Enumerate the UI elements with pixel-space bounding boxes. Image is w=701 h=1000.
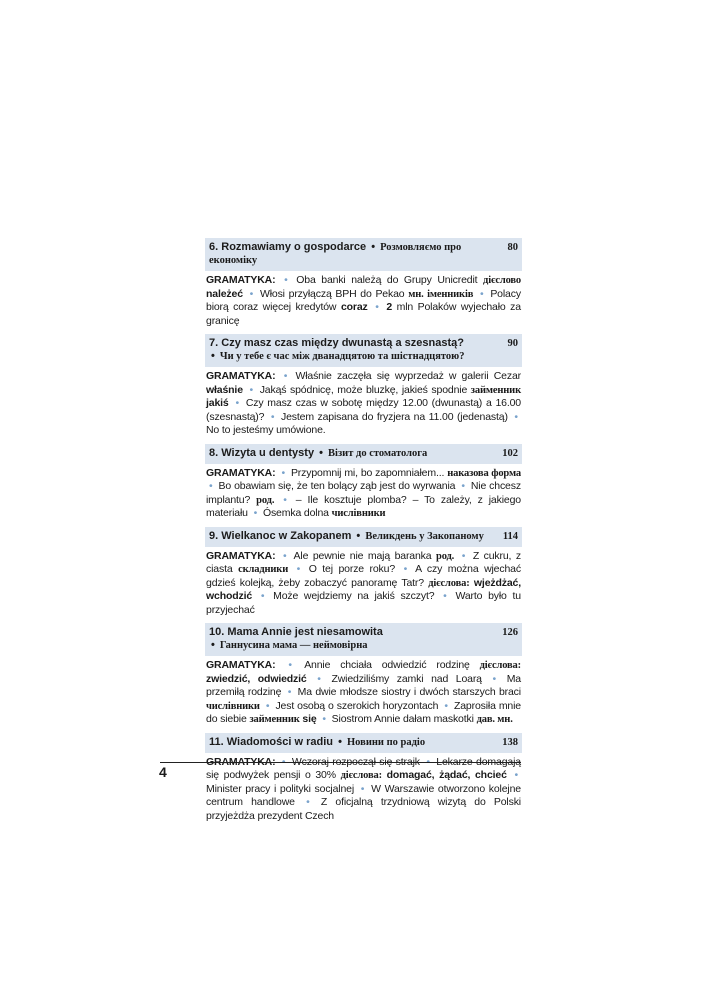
bullet-separator: • [283,370,288,382]
grammar-term: займенник [249,714,300,725]
lesson-page-number: 80 [507,242,518,253]
grammar-term: займенник [470,384,521,396]
example-text: – Ile kosztuje plomba? – To zależy, z jakiego materiału [206,493,521,519]
lesson-page-number: 126 [502,627,518,638]
example-text: Oba banki należą do Grupy Unicredit [296,274,484,286]
bullet-separator: • [443,590,447,602]
grammar-example [309,563,395,575]
grammar-example [332,713,513,725]
lesson-title-pl: Czy masz czas między dwunastą a szesnastą? [221,337,464,349]
example-text: Przypomnij mi, bo zapomniałem... [290,466,448,479]
lesson-title-ua: Розмовляємо про економіку [209,242,462,266]
example-text: Bo obawiam się, że ten bolący ząb jest do wyrwania [218,480,456,492]
grammar-term: складники [238,564,289,575]
example-text: No to jesteśmy umówione. [206,424,326,436]
lesson-number: 6. [209,241,219,253]
grammar-label: GRAMATYKA: [206,549,276,562]
example-text: Właśnie zaczęła się wyprzedaż w galerii Cezar [295,370,521,382]
lesson-number: 10. [209,626,225,638]
lesson-title-pl: Wiadomości w radiu [226,735,334,748]
lesson-header[interactable] [205,733,522,753]
example-text: Polacy biorą coraz więcej kredytów [206,287,521,313]
grammar-term: наказова форма [447,467,521,479]
grammar-term: числівники [206,700,260,712]
bullet-separator: • [235,397,239,409]
lesson-header[interactable] [205,334,522,367]
grammar-example [206,783,354,795]
grammar-keyword: się [302,713,317,725]
bullet-separator: • [209,480,213,492]
grammar-example [260,288,473,300]
lesson-number: 11. [209,735,224,748]
grammar-keyword: jakiś [206,397,229,409]
lesson-page-number: 138 [502,736,518,748]
bullet-separator: • [338,735,342,748]
bullet-separator: • [265,699,270,712]
example-text: Ale pewnie nie mają baranka [293,549,437,562]
bullet-separator: • [288,659,292,671]
bullet-separator: • [375,301,379,313]
lesson-title-ua: Новини по радіо [347,736,426,748]
bullet-separator: • [281,466,285,479]
bullet-separator: • [514,410,518,423]
footer-rule [160,762,521,763]
grammar-summary [205,753,522,824]
bullet-separator: • [317,672,321,685]
lesson-page-number: 90 [507,338,518,349]
grammar-keyword: zwiedzić, odwiedzić [206,672,307,685]
bullet-separator: • [283,549,287,562]
lesson-8 [205,444,522,521]
grammar-keyword: właśnie [206,383,243,396]
lesson-page-number: 114 [502,530,518,542]
bullet-separator: • [211,639,215,651]
grammar-term: род. [436,550,455,562]
example-text: Jest osobą o szerokich horyzontach [275,699,439,712]
grammar-label: GRAMATYKA: [206,466,276,479]
example-text: Z cukru, z ciasta [206,549,521,575]
lesson-header[interactable] [205,444,522,464]
grammar-term: дієслово [483,275,521,286]
table-of-contents [205,238,522,829]
lesson-header[interactable] [205,527,522,547]
lesson-number: 8. [209,446,219,459]
example-text: Może wejdziemy na jakiś szczyt? [273,590,435,602]
lesson-9 [205,527,522,618]
grammar-example [275,700,438,712]
grammar-summary [205,367,522,438]
grammar-keyword: 2 [386,301,393,313]
grammar-example [263,507,385,519]
lesson-title-pl: Rozmawiamy o gospodarce [221,241,367,253]
grammar-term: мн. іменників [408,288,474,300]
bullet-separator: • [360,782,365,795]
bullet-separator: • [281,755,286,768]
bullet-separator: • [249,383,254,396]
bullet-separator: • [371,241,376,253]
lesson-number: 9. [209,529,219,542]
bullet-separator: • [480,287,484,300]
example-text: Lekarze domagają się podwyżek pensji o 30% [206,755,521,781]
grammar-summary [205,656,522,727]
lesson-title-pl: Wizyta u dentysty [221,446,315,459]
example-text: mln Polaków wyjechało za granicę [206,301,521,327]
grammar-label: GRAMATYKA: [206,370,276,382]
grammar-term: род. [256,494,275,506]
lesson-title-ua: Чи у тебе є час між дванадцятою та шістнадцятою? [219,351,465,362]
grammar-summary [205,464,522,521]
lesson-title-ua: Великдень у Закопаному [365,530,484,542]
grammar-example [281,411,508,423]
bullet-separator: • [260,590,265,602]
grammar-keyword: należeć [206,287,243,300]
bullet-separator: • [211,350,215,362]
grammar-summary [205,547,522,618]
example-text: Zaprosiła mnie do siebie [206,699,521,725]
bullet-separator: • [306,796,310,808]
example-text: Jakąś spódnicę, może bluzkę, jakieś spodnie [259,383,471,396]
bullet-separator: • [253,507,258,519]
lesson-number: 7. [209,337,219,349]
bullet-separator: • [296,563,301,575]
bullet-separator: • [284,274,288,286]
grammar-keyword: domagać, żądać, chcieć [386,769,507,781]
bullet-separator: • [492,672,497,685]
example-text: Warto było tu przyjechać [206,590,521,616]
bullet-separator: • [270,410,275,423]
lesson-header[interactable] [205,238,522,271]
example-text: W Warszawie otworzono kolejne centrum handlowe [206,782,521,808]
example-text: Annie chciała odwiedzić rodzinę [304,659,480,671]
grammar-label: GRAMATYKA: [206,659,276,671]
page-number: 4 [159,764,167,780]
grammar-term: дав. мн. [476,714,513,725]
grammar-term: дієслова: [428,577,470,589]
bullet-separator: • [426,755,430,768]
grammar-example [294,550,455,562]
grammar-keyword: wjeżdżać, wchodzić [206,576,521,602]
grammar-term: дієслова: [340,770,382,781]
grammar-keyword: coraz [340,301,368,313]
example-text: Minister pracy i polityki socjalnej [206,782,355,795]
example-text: Zwiedziliśmy zamki nad Loarą [331,672,482,685]
grammar-term: дієслова: [479,660,521,671]
bullet-separator: • [249,287,254,300]
example-text: Nie chcesz implantu? [206,480,521,506]
grammar-example [219,480,456,492]
bullet-separator: • [461,480,465,492]
example-text: Ma dwie młodsze siostry i dwóch starszych braci [297,686,521,698]
grammar-example [331,673,481,685]
example-text: Wczoraj rozpoczął się strajk [291,755,420,768]
example-text: A czy można wjechać gdzieś kolejką, żeby zobaczyć panoramę Tatr? [206,563,521,589]
bullet-separator: • [283,493,287,506]
lesson-header[interactable] [205,623,522,656]
example-text: O tej porze roku? [308,563,396,575]
lesson-title-ua: Візит до стоматолога [328,447,428,459]
bullet-separator: • [461,549,466,562]
grammar-example [206,424,326,436]
lesson-10 [205,623,522,727]
example-text: Z oficjalną trzydniową wizytą do Polski przyjeżdża prezydent Czech [206,796,521,822]
lesson-title-pl: Mama Annie jest niesamowita [227,626,383,638]
example-text: Ma przemiłą rodzinę [206,672,521,698]
lesson-page-number: 102 [502,447,518,459]
bullet-separator: • [403,563,408,575]
lesson-11 [205,733,522,824]
example-text: Czy masz czas w sobotę między 12.00 (dwunastą) a 16.00 (szesnastą)? [206,397,521,423]
example-text: Siostrom Annie dałam maskotki [331,713,477,725]
grammar-label: GRAMATYKA: [206,274,276,286]
bullet-separator: • [356,529,361,542]
lesson-title-pl: Wielkanoc w Zakopanem [221,529,352,542]
grammar-example [273,590,434,602]
example-text: Włosi przyłączą BPH do Pekao [259,287,409,300]
lesson-6 [205,238,522,328]
grammar-label: GRAMATYKA: [206,755,276,768]
grammar-example [291,467,521,479]
bullet-separator: • [444,699,448,712]
bullet-separator: • [287,686,292,698]
grammar-summary [205,271,522,328]
bullet-separator: • [322,713,326,725]
example-text: Ósemka dolna [262,507,332,519]
lesson-title-ua: Ганнусина мама — неймовірна [219,640,368,651]
bullet-separator: • [514,769,518,781]
grammar-term: числівники [331,508,386,519]
example-text: Jestem zapisana do fryzjera na 11.00 (jedenastą) [281,410,508,423]
bullet-separator: • [319,446,323,459]
lesson-7 [205,334,522,438]
